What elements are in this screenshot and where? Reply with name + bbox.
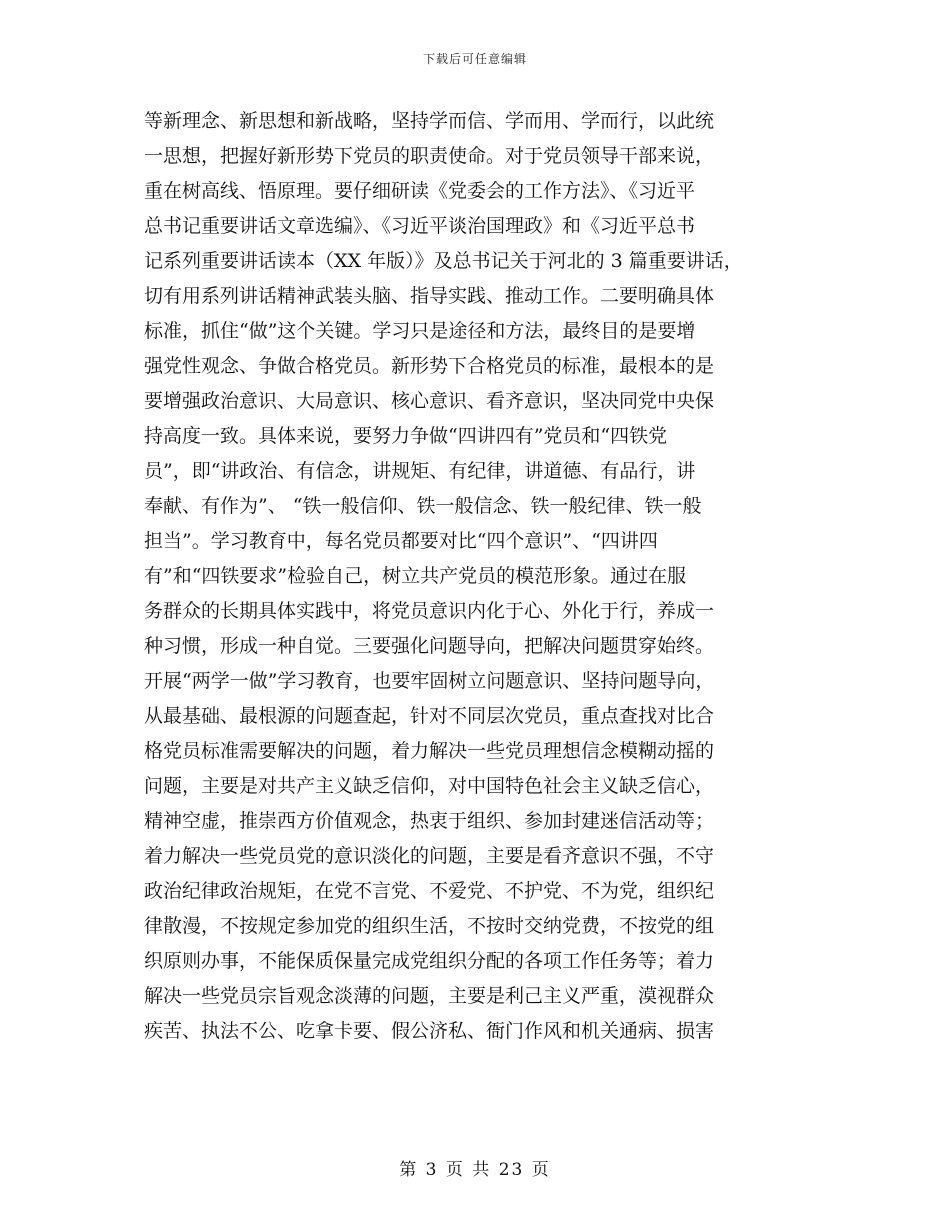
text-line: 等新理念、新思想和新战略，坚持学而信、学而用、学而行，以此统: [144, 110, 715, 132]
text-line: 标准，抓住“做”这个关键。学习只是途径和方法，最终目的是要增: [144, 320, 696, 342]
text-line: 律散漫，不按规定参加党的组织生活，不按时交纳党费，不按党的组: [144, 915, 715, 937]
text-line: 务群众的长期具体实践中，将党员意识内化于心、外化于行，养成一: [144, 600, 715, 622]
text-line: 重在树高线、悟原理。要仔细研读《党委会的工作方法》、《习近平: [144, 180, 696, 202]
text-line: 疾苦、执法不公、吃拿卡要、假公济私、衙门作风和机关通病、损害: [144, 1020, 715, 1042]
text-line: 从最基础、最根源的问题查起，针对不同层次党员，重点查找对比合: [144, 705, 715, 727]
text-line: 奉献、有作为”、 “铁一般信仰、铁一般信念、铁一般纪律、铁一般: [144, 495, 702, 517]
text-line: 织原则办事，不能保质保量完成党组织分配的各项工作任务等；着力: [144, 950, 715, 972]
text-line: 强党性观念、争做合格党员。新形势下合格党员的标准，最根本的是: [144, 355, 715, 377]
text-line: 政治纪律政治规矩，在党不言党、不爱党、不护党、不为党，组织纪: [144, 880, 715, 902]
page-number-footer: 第 3 页 共 23 页: [399, 1160, 551, 1180]
text-line: 有”和“四铁要求”检验自己，树立共产党员的模范形象。通过在服: [144, 565, 687, 587]
text-line: 切有用系列讲话精神武装头脑、指导实践、推动工作。二要明确具体: [144, 285, 715, 307]
text-line: 问题，主要是对共产主义缺乏信仰，对中国特色社会主义缺乏信心，: [144, 775, 715, 797]
text-line: 一思想，把握好新形势下党员的职责使命。对于党员领导干部来说，: [144, 145, 715, 167]
text-line: 要增强政治意识、大局意识、核心意识、看齐意识，坚决同党中央保: [144, 390, 715, 412]
text-line: 解决一些党员宗旨观念淡薄的问题，主要是利己主义严重，漠视群众: [144, 985, 715, 1007]
body-text: [144, 104, 810, 1049]
text-line: 格党员标准需要解决的问题，着力解决一些党员理想信念模糊动摇的: [144, 740, 715, 762]
text-line: 持高度一致。具体来说，要努力争做“四讲四有”党员和“四铁党: [144, 425, 668, 447]
text-line: 记系列重要讲话读本（XX 年版）》及总书记关于河北的 3 篇重要讲话，: [144, 250, 743, 272]
text-line: 精神空虚，推崇西方价值观念，热衷于组织、参加封建迷信活动等；: [144, 810, 715, 832]
header-note: 下载后可任意编辑: [422, 52, 527, 66]
text-line: 开展“两学一做”学习教育，也要牢固树立问题意识、坚持问题导向，: [144, 670, 715, 692]
text-line: 着力解决一些党员党的意识淡化的问题，主要是看齐意识不强，不守: [144, 845, 715, 867]
text-line: 种习惯，形成一种自觉。三要强化问题导向，把解决问题贯穿始终。: [144, 635, 715, 657]
text-line: 总书记重要讲话文章选编》、《习近平谈治国理政》和《习近平总书: [144, 215, 696, 237]
text-line: 担当”。学习教育中，每名党员都要对比“四个意识”、“四讲四: [144, 530, 658, 552]
text-line: 员”，即“讲政治、有信念，讲规矩、有纪律，讲道德、有品行，讲: [144, 460, 696, 482]
